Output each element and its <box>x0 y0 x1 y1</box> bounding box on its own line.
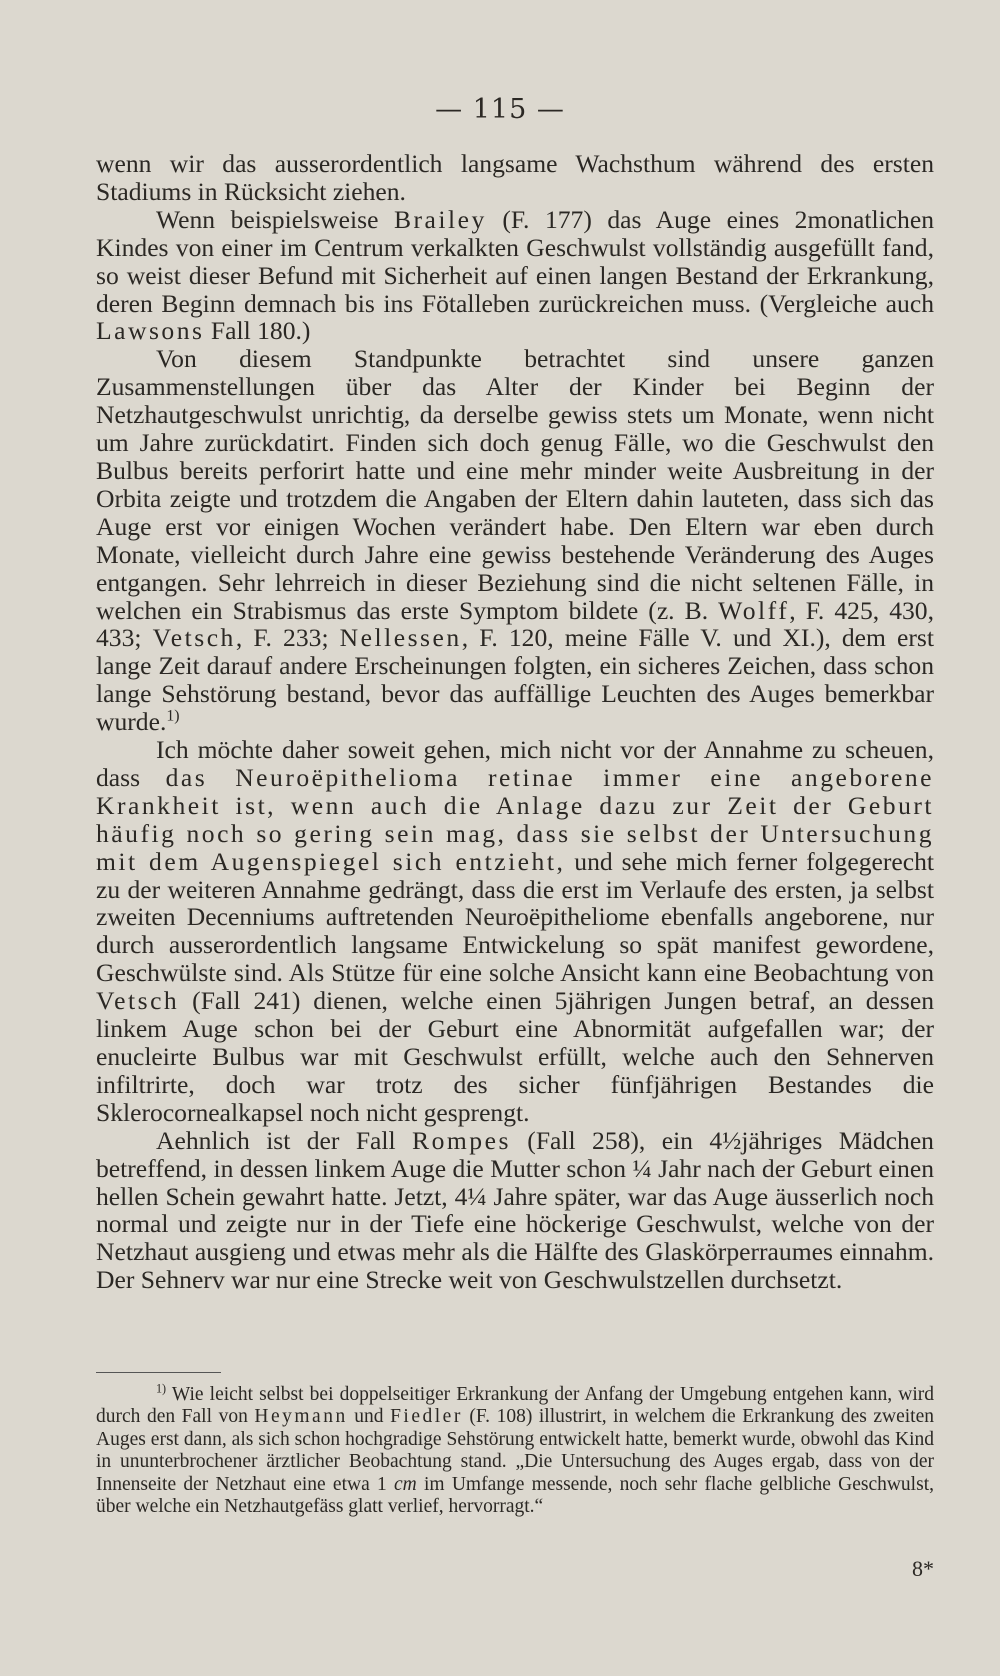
paragraph-5-text: (Fall 258), ein 4½jähriges Mädchen betreffend, in dessen linkem Auge die Mutter schon ¼ Jahr nach der Geburt einen hellen Schein gewahrt hatte. Jetzt, 4¼ Jahre später, war das Auge äusserlich noch normal und zeigte nur in der Tiefe eine höckerige Geschwulst, welche von der Netzhaut ausgieng und etwas mehr als die Hälfte des Glaskörperraumes einnahm. Der Sehnerv war nur eine Strecke weit von Geschwulstzellen durchsetzt. <box>96 1125 934 1295</box>
author-name: Vetsch <box>96 986 180 1016</box>
paragraph-2-text: Fall 180.) <box>204 316 311 346</box>
paragraph-2-text: (F. 177) das Auge eines 2monatlichen Kindes von einer im Centrum verkalkten Geschwulst vollständig ausgefüllt fand, so weist dieser Befund mit Sicherheit auf einen langen Bestand der Erkrankung, deren Beginn demnach bis ins Fötalleben zurückreichen muss. (Vergleiche auch <box>96 204 934 318</box>
paragraph-3 <box>96 345 934 736</box>
paragraph-3-text: Von diesem Standpunkte betrachtet sind unsere ganzen Zusammenstellungen über das Alter der Kinder bei Beginn der Netzhautgeschwulst unrichtig, da derselbe gewiss stets um Monate, wenn nicht um Jahre zurückdatirt. Finden sich doch genug Fälle, wo die Geschwulst den Bulbus bereits perforirt hatte und eine mehr minder weite Ausbreitung in der Orbita zeigte und trotzdem die Angaben der Eltern dahin lauteten, dass sich das Auge erst vor einigen Wochen verändert habe. Den Eltern war eben durch Monate, vielleicht durch Jahre eine gewiss bestehende Veränderung des Auges entgangen. Sehr lehrreich in dieser Beziehung sind die nicht seltenen Fälle, in welchen ein Strabismus das erste Symptom bildete (z. B. <box>96 344 934 625</box>
paragraph-2 <box>96 206 934 346</box>
paragraph-1 <box>96 150 934 206</box>
author-name: Fiedler <box>390 1406 463 1428</box>
paragraph-1-text: wenn wir das ausserordentlich langsame Wachsthum während des ersten Stadiums in Rücksicht ziehen. <box>96 149 934 206</box>
paragraph-4-text: Ich möchte daher soweit gehen, mich nicht vor der Annahme zu scheuen, dass <box>96 735 934 792</box>
author-name: Heymann <box>254 1406 348 1428</box>
footnote-marker: 1) <box>156 1381 167 1396</box>
paragraph-3-text: , F. 425, 430, 433; <box>96 595 934 653</box>
footnote-text: Wie leicht selbst bei doppelseitiger Erkrankung der Anfang der Umgebung entgehen kann, wird durch den Fall von <box>96 1384 934 1428</box>
footnote-1 <box>96 1381 935 1518</box>
paragraph-4-text: und sehe mich ferner folgegerecht zu der weiteren Annahme gedrängt, dass die erst im Verlaufe des ersten, ja selbst zweiten Decenniums auftretenden Neuroëpitheliome ebenfalls angeborene, nur durch ausserordentlich langsame Entwickelung so spät manifest gewordene, Geschwülste sind. Als Stütze für eine solche Ansicht kann eine Beobachtung von <box>96 846 935 988</box>
unit-text: cm <box>394 1473 417 1495</box>
footnote-text: (F. 108) illustrirt, in welchem die Erkrankung des zweiten Auges erst dann, als sich schon hochgradige Sehstörung entwickelt hatte, bemerkt wurde, obwohl das Kind in ununterbrochener ärztlicher Beobachtung stand. „Die Untersuchung des Auges ergab, dass von der Innenseite der Netzhaut eine etwa 1 <box>96 1406 935 1495</box>
paragraph-5-text: Aehnlich ist der Fall <box>156 1125 413 1155</box>
paragraph-4 <box>96 736 934 1127</box>
paragraph-3-text: , F. 233; <box>235 623 340 653</box>
author-name: Rompes <box>412 1125 511 1155</box>
author-name: Lawsons <box>96 316 205 346</box>
paragraph-2-text: Wenn beispielsweise <box>156 204 394 234</box>
paragraph-4-text: (Fall 241) dienen, welche einen 5jährigen Jungen betraf, an dessen linkem Auge schon bei der Geburt eine Abnormität aufgefallen war; der enucleirte Bulbus war mit Geschwulst erfüllt, welche auch den Sehnerven infiltrirte, doch war trotz des sicher fünfjährigen Bestandes die Sklerocornealkapsel noch nicht gesprengt. <box>96 986 934 1127</box>
author-name: Brailey <box>393 204 487 234</box>
signature-mark: 8* <box>912 1556 934 1581</box>
paragraph-3-text: , F. 120, meine Fälle V. und XI.), dem erst lange Zeit darauf andere Erscheinungen folgten, ein sicheres Zeichen, dass schon lange Sehstörung bestand, bevor das auffällige Leuchten des Auges bemerkbar wurde. <box>96 623 934 737</box>
paragraph-5 <box>96 1127 934 1294</box>
author-name: Wolff <box>718 595 790 625</box>
footnote-reference[interactable]: 1) <box>166 707 180 725</box>
author-name: Nellessen <box>339 623 462 653</box>
footnote-text: und <box>347 1406 391 1428</box>
body-text <box>96 150 934 1294</box>
emphasized-thesis: das Neuroëpithelioma retinae immer eine angeborene Krankheit ist, wenn auch die Anlage dazu zur Zeit der Geburt häufig noch so gering sein mag, dass sie selbst der Untersuchung mit dem Augenspiegel sich entzieht, <box>96 762 934 876</box>
footnote-text: im Umfange messende, noch sehr flache gelbliche Geschwulst, über welche ein Netzhautgefäss glatt verlief, hervorragt.“ <box>96 1473 934 1518</box>
footnote-section <box>96 1381 935 1518</box>
page-number: — 115 — <box>435 94 565 125</box>
footnote-divider <box>96 1372 221 1373</box>
author-name: Vetsch <box>152 623 236 653</box>
